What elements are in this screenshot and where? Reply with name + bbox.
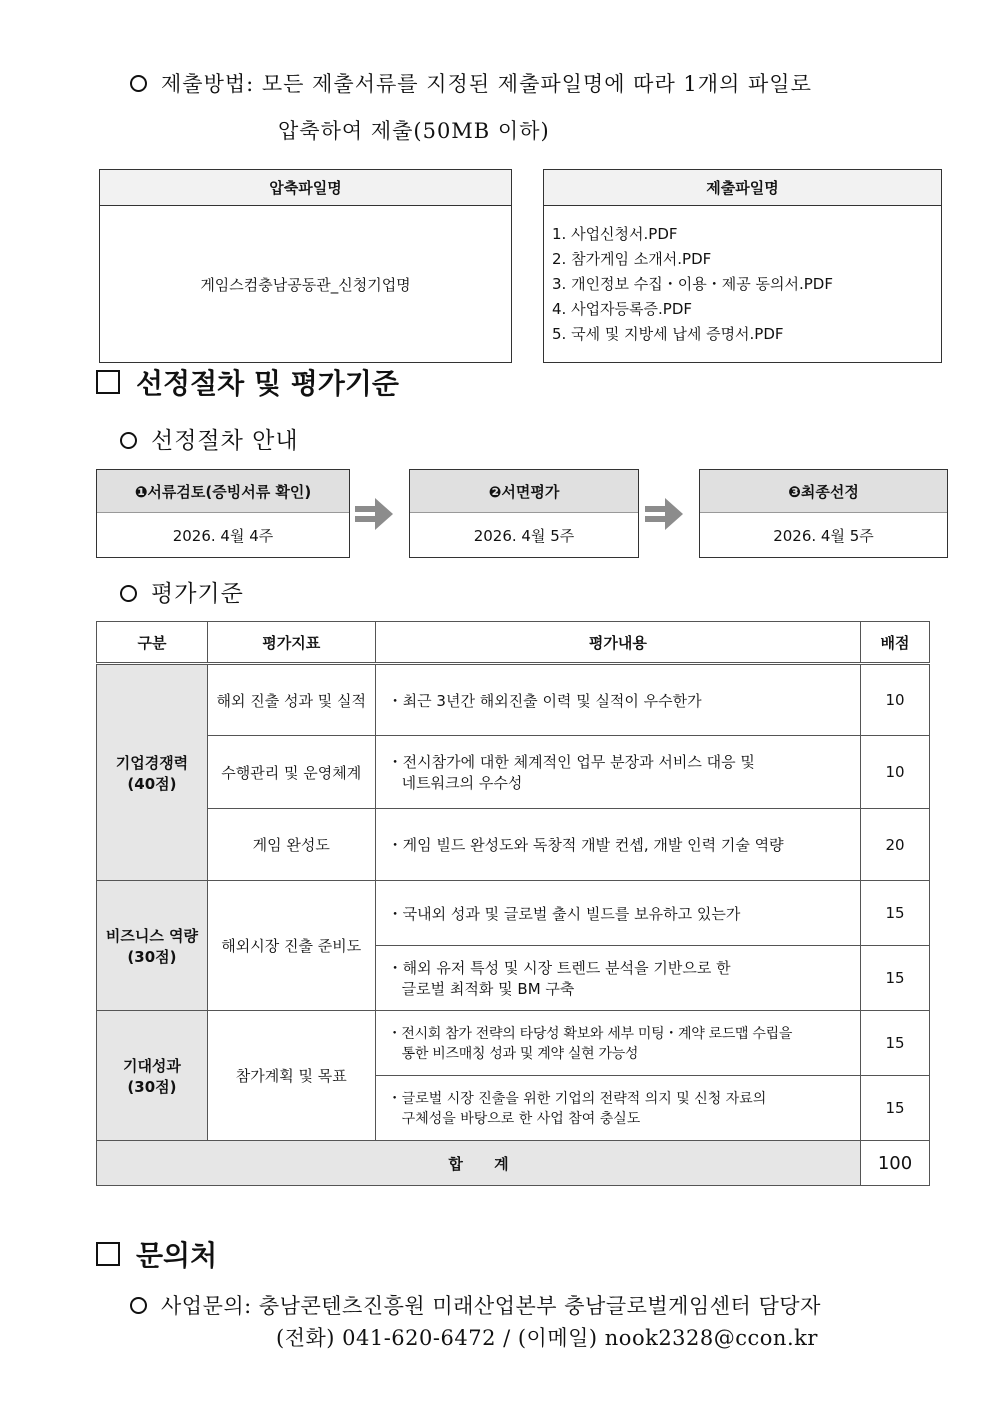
submission-line-2: 압축하여 제출(50MB 이하) <box>278 119 550 143</box>
content-cell: ・게임 빌드 완성도와 독창적 개발 컨셉, 개발 인력 기술 역량 <box>375 809 860 881</box>
score-cell: 10 <box>861 736 930 809</box>
indicator-cell: 참가계획 및 목표 <box>207 1011 375 1141</box>
content-cell: ・글로벌 시장 진출을 위한 기업의 전략적 의지 및 신청 자료의 구체성을 바탕으로 한 사업 참여 충실도 <box>375 1076 860 1141</box>
subheading-procedure: 선정절차 안내 <box>120 422 299 455</box>
score-cell: 15 <box>861 1011 930 1076</box>
content-cell: ・최근 3년간 해외진출 이력 및 실적이 우수한가 <box>375 664 860 736</box>
indicator-cell: 수행관리 및 운영체계 <box>207 736 375 809</box>
indicator-cell: 해외시장 진출 준비도 <box>207 881 375 1011</box>
file-item: 5. 국세 및 지방세 납세 증명서.PDF <box>552 325 784 343</box>
column-header: 평가지표 <box>207 622 375 664</box>
arrow-right-icon <box>645 496 683 532</box>
subheading-criteria: 평가기준 <box>120 575 244 608</box>
file-item: 4. 사업자등록증.PDF <box>552 300 693 318</box>
step-document-review <box>96 469 350 558</box>
content-cell: ・전시참가에 대한 체계적인 업무 분장과 서비스 대응 및 네트워크의 우수성 <box>375 736 860 809</box>
step-title: ❸최종선정 <box>700 470 947 513</box>
section-title-contact: 문의처 <box>96 1234 217 1274</box>
column-header: 배점 <box>861 622 930 664</box>
score-cell: 15 <box>861 881 930 946</box>
step-written-evaluation <box>409 469 639 558</box>
content-cell: ・국내외 성과 및 글로벌 출시 빌드를 보유하고 있는가 <box>375 881 860 946</box>
step-final-selection <box>699 469 948 558</box>
arrow-right-icon <box>355 496 393 532</box>
step-title: ❶서류검토(증빙서류 확인) <box>97 470 349 513</box>
table-row <box>97 664 930 736</box>
total-value: 100 <box>861 1141 930 1186</box>
table-row <box>97 881 930 946</box>
zip-file-header: 압축파일명 <box>100 170 511 206</box>
total-label: 합 계 <box>97 1141 861 1186</box>
column-header: 평가내용 <box>375 622 860 664</box>
content-cell: ・해외 유저 특성 및 시장 트렌드 분석을 기반으로 한 글로벌 최적화 및 BM 구축 <box>375 946 860 1011</box>
circle-bullet-icon <box>120 432 137 449</box>
square-bullet-icon <box>96 1242 120 1266</box>
submission-files-box <box>543 169 942 363</box>
score-cell: 20 <box>861 809 930 881</box>
square-bullet-icon <box>96 370 120 394</box>
score-cell: 10 <box>861 664 930 736</box>
column-header: 구분 <box>97 622 208 664</box>
circle-bullet-icon <box>120 585 137 602</box>
table-row <box>97 1011 930 1076</box>
content-cell: ・전시회 참가 전략의 타당성 확보와 세부 미팅・계약 로드맵 수립을 통한 비즈매칭 성과 및 계약 실현 가능성 <box>375 1011 860 1076</box>
table-header-row <box>97 622 930 664</box>
step-date: 2026. 4월 5주 <box>473 526 575 545</box>
zip-file-box <box>99 169 512 363</box>
step-date: 2026. 4월 5주 <box>773 526 874 545</box>
submission-files-header: 제출파일명 <box>544 170 941 206</box>
category-cell: 기업경쟁력 (40점) <box>97 664 208 881</box>
submission-files-list <box>544 206 941 347</box>
score-cell: 15 <box>861 1076 930 1141</box>
table-row <box>97 809 930 881</box>
contact-line-1: 사업문의: 충남콘텐츠진흥원 미래산업본부 충남글로벌게임센터 담당자 <box>130 1290 821 1320</box>
indicator-cell: 게임 완성도 <box>207 809 375 881</box>
submission-line-1: 제출방법: 모든 제출서류를 지정된 제출파일명에 따라 1개의 파일로 <box>130 68 812 98</box>
section-title-selection: 선정절차 및 평가기준 <box>96 362 399 402</box>
zip-file-name: 게임스컴충남공동관_신청기업명 <box>200 275 411 294</box>
contact-line-2: (전화) 041-620-6472 / (이메일) nook2328@ccon.kr <box>276 1326 818 1350</box>
file-item: 2. 참가게임 소개서.PDF <box>552 250 712 268</box>
file-item: 1. 사업신청서.PDF <box>552 225 678 243</box>
step-date: 2026. 4월 4주 <box>172 526 274 545</box>
score-cell: 15 <box>861 946 930 1011</box>
step-title: ❷서면평가 <box>410 470 638 513</box>
indicator-cell: 해외 진출 성과 및 실적 <box>207 664 375 736</box>
circle-bullet-icon <box>130 75 147 92</box>
file-item: 3. 개인정보 수집・이용・제공 동의서.PDF <box>552 275 833 293</box>
category-cell: 기대성과 (30점) <box>97 1011 208 1141</box>
evaluation-table <box>96 621 930 1186</box>
circle-bullet-icon <box>130 1297 147 1314</box>
total-row <box>97 1141 930 1186</box>
category-cell: 비즈니스 역량 (30점) <box>97 881 208 1011</box>
table-row <box>97 736 930 809</box>
